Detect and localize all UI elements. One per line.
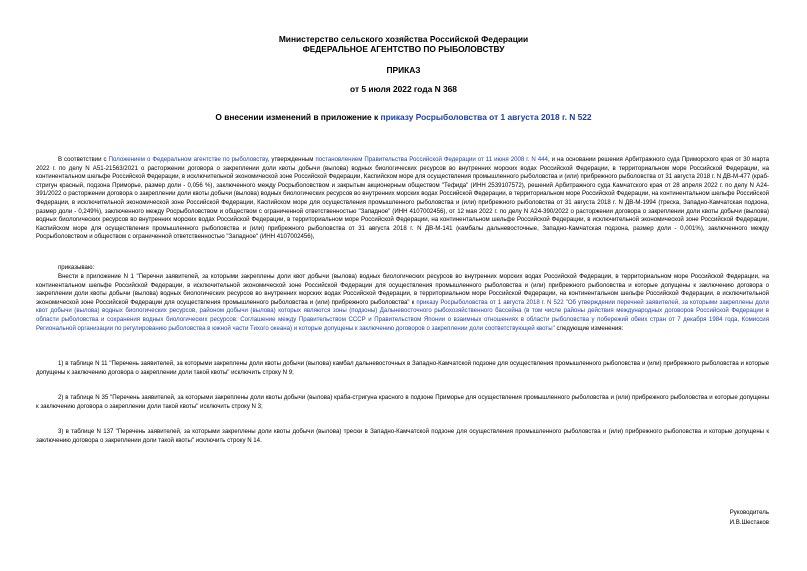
government-decree-link[interactable]: постановлением Правительства Российской Федерации от 11 июня 2008 г. N 444: [315, 156, 548, 163]
preamble-text-1: В соответствии с: [58, 156, 109, 163]
regulation-link[interactable]: Положением о Федеральном агентстве по рыболовству: [108, 156, 268, 163]
main-paragraph: [36, 273, 769, 333]
signatory-title: Руководитель: [729, 509, 769, 516]
main-text-1: Внести в приложение N 1 "Перечни заявителей, за которыми закреплены доли квот добычи (вылова) водных биологических ресурсов во внутренних морских водах Российской Федерации, в территориальном море Российской Федерации, на континентальном шельфе Российской Федерации, в исключительной экономической зоне Российской Федерации для осуществления промышленного рыболовства и (или) прибрежного рыболовства и которые допущены к заключению договора о закреплении доли квоты добычи (вылова) водных биологических ресурсов во внутренних морских водах Российской Федерации, в территориальном море Российской Федерации, на континентальном шельфе Российской Федерации, в исключительной экономической зоне Российской Федерации для осуществления промышленного рыболовства и (или) прибрежного рыболовства" к: [36, 273, 769, 306]
list-item: 2) в таблице N 35 "Перечень заявителей, за которыми закреплены доли квоты добычи (вылова) краба-стригуна красного в подзоне Приморье для осуществления промышленного рыболовства и (или) прибрежного рыболовства и которые допущены к заключению договора о закреплении доли такой квоты" исключить строку N 3;: [36, 394, 769, 410]
signature-block: [730, 508, 769, 528]
main-text-2: следующие изменения:: [554, 324, 624, 332]
signatory-name: И.В.Шестаков: [729, 519, 769, 526]
document-subject: [0, 112, 807, 122]
preamble-text-2: , утвержденным: [267, 156, 316, 163]
agency-name: ФЕДЕРАЛЬНОЕ АГЕНТСТВО ПО РЫБОЛОВСТВУ: [302, 44, 505, 54]
list-item: 3) в таблице N 137 "Перечень заявителей, за которыми закреплены доли квоты добычи (вылова) трески в Западно-Камчатской подзоне для осуществления промышленного рыболовства и (или) прибрежного рыболовства и которые допущены к заключению договора о закреплении доли такой квоты" исключить строку N 14.: [36, 428, 769, 444]
ministry-name: Министерство сельского хозяйства Российской Федерации: [278, 34, 529, 44]
preamble-text-3: , и на основании решения Арбитражного суда Приморского края от 30 марта 2022 г. по делу N А51-21563/2021 о расторжении договора о закреплении доли квоты добычи (вылова) водных биологических ресурсов во внутренних морских водах Российской Федерации, в территориальном море Российской Федерации, на континентальном шельфе Российской Федерации, в исключительной экономической зоне Российской Федерации, Каспийском море для осуществления промышленного рыболовства и (или) прибрежного рыболовства от 31 августа 2018 г. N ДВ-М-477 (краб-стригун красный, подзона Приморье, размер доли - 0,056 %), заключенного между Росрыболовством и закрытым акционерным обществом "Тефида" (ИНН 2539107572), решений Арбитражного суда Камчатского края от 28 апреля 2022 г. по делу N А24-391/2022 о расторжении договора о закреплении доли квоты добычи (вылова) водных биологических ресурсов во внутренних морских водах Российской Федерации, в территориальном море Российской Федерации, на континентальном шельфе Российской Федерации, в исключительной экономической зоне Российской Федерации, Каспийском море для осуществления промышленного рыболовства и (или) прибрежного рыболовства от 31 августа 2018 г. N ДВ-М-1994 (треска, Западно-Камчатская подзона, размер доли - 0,249%), заключенного между Росрыболовством и обществом с ограниченной ответственностью "Западное" (ИНН 4107002456), от 12 мая 2022 г. по делу N А24-390/2022 о расторжении договора о закреплении доли квоты добычи (вылова) водных биологических ресурсов во внутренних морских водах Российской Федерации, в территориальном море Российской Федерации, на континентальном шельфе Российской Федерации, в исключительной экономической зоне Российской Федерации, Каспийском море для осуществления промышленного рыболовства и (или) прибрежного рыболовства от 31 августа 2018 г. N ДВ-М-141 (камбалы дальневосточные, Западно-Камчатская подзона, размер доли - 0,001%), заключенного между Росрыболовством и обществом с ограниченной ответственностью "Западное" (ИНН 4107002456),: [36, 156, 770, 241]
document-date-number: от 5 июля 2022 года N 368: [350, 84, 457, 94]
order-522-link[interactable]: приказу Росрыболовства от 1 августа 2018 г. N 522 "Об утверждении перечней заявителей, за которыми закреплены доли квот добычи (вылова) водных биологических ресурсов, районом добычи (вылова) которых являются зоны (подзоны) Дальневосточного рыбохозяйственного бассейна (в том числе районы действия международных договоров Российской Федерации в области рыболовства и сохранения водных биологических ресурсов: Соглашение между Правительством СССР и Правительством Японии о взаимных отношениях в области рыболовства у побережий обеих стран от 7 декабря 1984 года, Комиссия Региональной организации по регулированию рыболовства в южной части Тихого океана) и которые допущены к заключению договоров о закреплении доли соответствующей квоты": [36, 298, 769, 332]
list-item: 1) в таблице N 11 "Перечень заявителей, за которыми закреплены доли квоты добычи (вылова) камбал дальневосточных в Западно-Камчатской подзоне для осуществления промышленного рыболовства и (или) прибрежного рыболовства и которые допущены к заключению договора о закреплении доли такой квоты" исключить строку N 9;: [36, 360, 769, 376]
order-word: приказываю:: [58, 264, 95, 271]
subject-text: О внесении изменений в приложение к: [215, 112, 381, 122]
document-header: [0, 34, 807, 54]
subject-order-link[interactable]: приказу Росрыболовства от 1 августа 2018 г. N 522: [380, 112, 592, 122]
document-type: ПРИКАЗ: [386, 65, 421, 75]
preamble-paragraph: [36, 156, 769, 242]
